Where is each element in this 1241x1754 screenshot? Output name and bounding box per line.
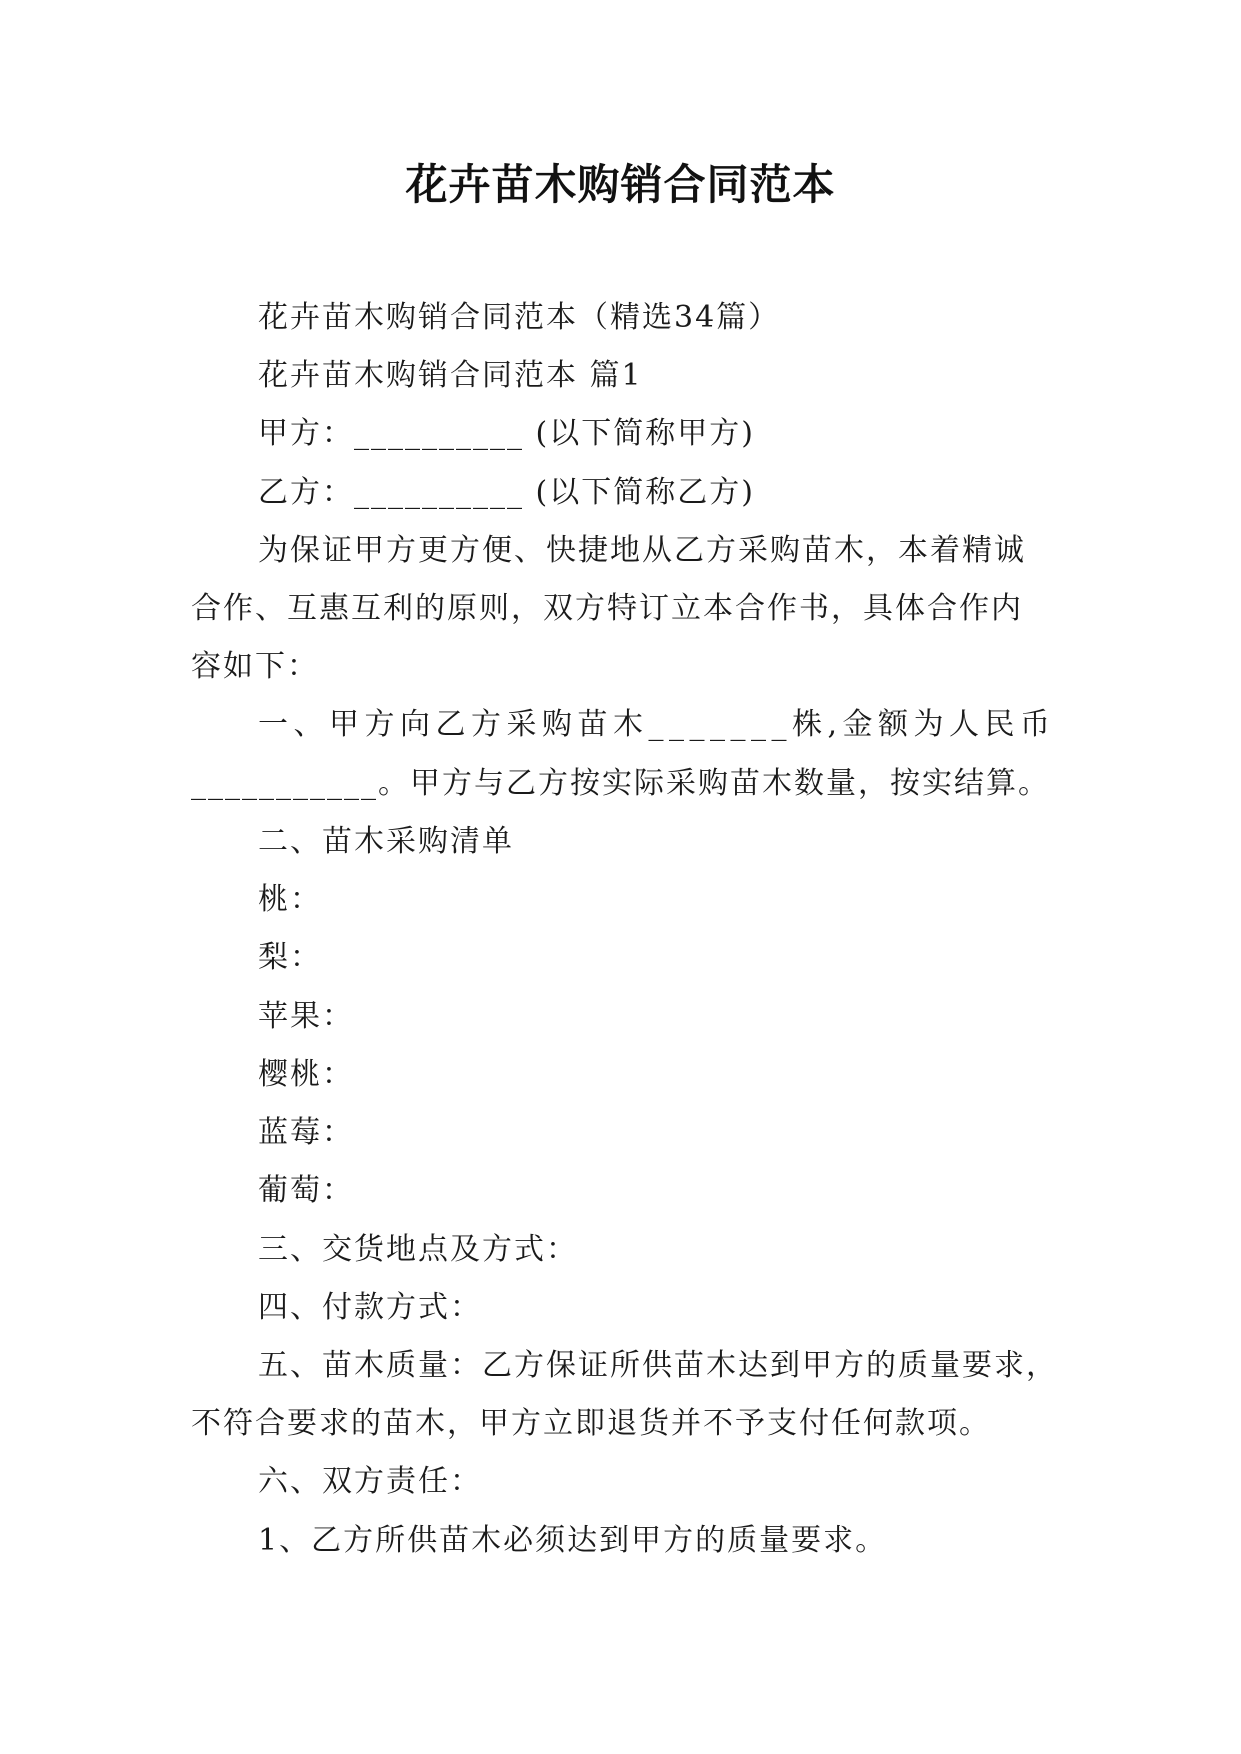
- paragraph-line: 为保证甲方更方便、快捷地从乙方采购苗木，本着精诚: [258, 533, 1026, 568]
- document-title: 花卉苗木购销合同范本: [405, 160, 836, 209]
- clause-line: 不符合要求的苗木，甲方立即退货并不予支付任何款项。: [191, 1406, 991, 1441]
- clause-heading-line: 二、苗木采购清单: [258, 824, 514, 859]
- list-item: 蓝莓：: [258, 1115, 354, 1150]
- paragraph-line: 合作、互惠互利的原则，双方特订立本合作书，具体合作内: [191, 591, 1023, 626]
- clause-line: 五、苗木质量：乙方保证所供苗木达到甲方的质量要求，: [258, 1348, 1058, 1383]
- clause-heading-line: 四、付款方式：: [258, 1290, 482, 1325]
- clause-heading-line: 六、双方责任：: [258, 1464, 482, 1499]
- list-item: 桃：: [258, 882, 322, 917]
- paragraph-line: 容如下：: [191, 649, 319, 684]
- party-b-line: 乙方：__________ (以下简称乙方): [258, 475, 755, 510]
- subtitle-line: 花卉苗木购销合同范本（精选34篇）: [258, 300, 781, 335]
- list-item: 梨：: [258, 940, 322, 975]
- list-item: 苹果：: [258, 999, 354, 1034]
- clause-line: 一、甲方向乙方采购苗木_______株,金额为人民币: [258, 707, 1056, 742]
- list-item: 樱桃：: [258, 1057, 354, 1092]
- party-a-line: 甲方：__________ (以下简称甲方): [258, 416, 755, 451]
- clause-line: ___________。甲方与乙方按实际采购苗木数量，按实结算。: [191, 766, 1050, 801]
- section-heading-line: 花卉苗木购销合同范本 篇1: [258, 358, 643, 393]
- list-item: 葡萄：: [258, 1173, 354, 1208]
- clause-line: 1、乙方所供苗木必须达到甲方的质量要求。: [258, 1523, 888, 1558]
- clause-heading-line: 三、交货地点及方式：: [258, 1232, 578, 1267]
